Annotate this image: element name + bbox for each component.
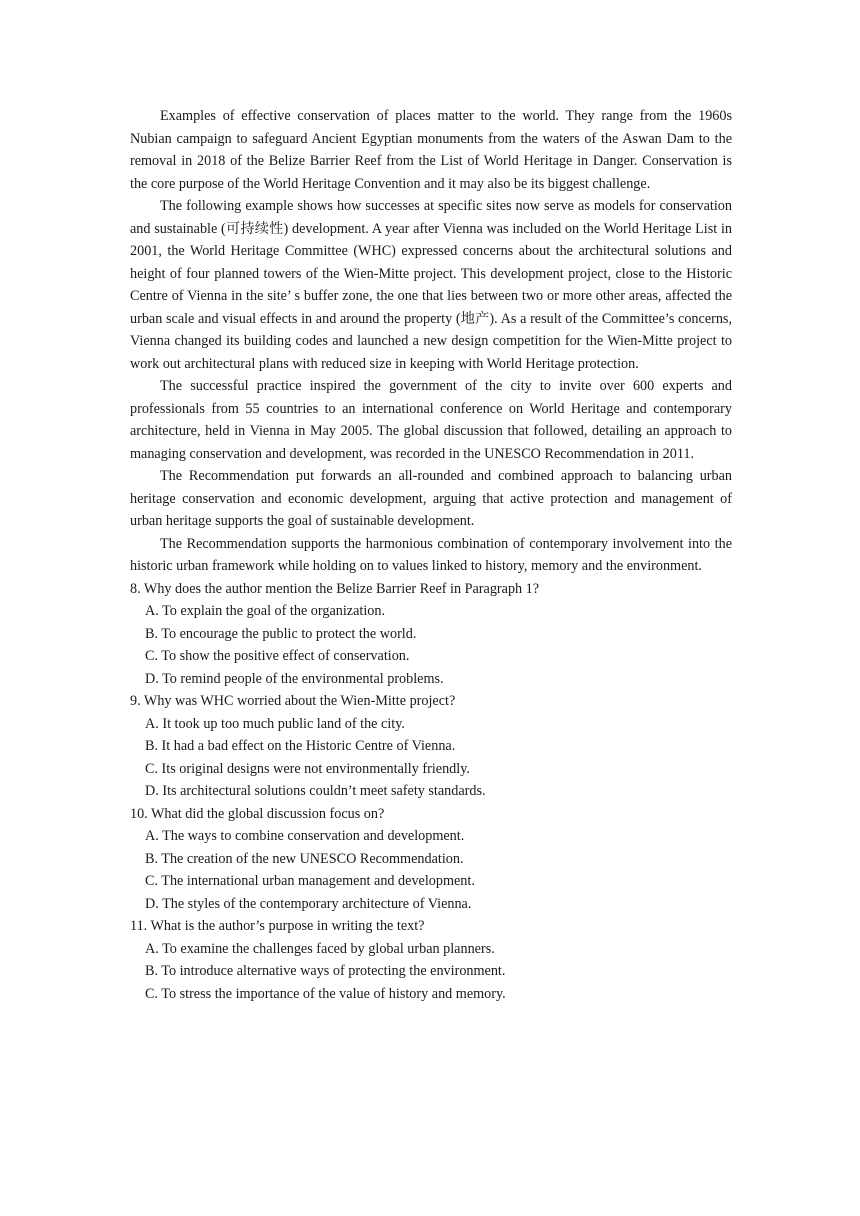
document-page [130,105,732,1005]
answer-option-c: C. To stress the importance of the value of history and memory. [145,985,506,1002]
question-stem: 10. What did the global discussion focus on? [130,805,385,822]
answer-option-a: A. To examine the challenges faced by global urban planners. [145,940,495,957]
answer-option-b: B. The creation of the new UNESCO Recommendation. [145,850,464,867]
question-stem: 9. Why was WHC worried about the Wien-Mitte project? [130,693,456,709]
answer-option-a: A. It took up too much public land of the city. [145,715,405,732]
answer-option-d: D. To remind people of the environmental problems. [145,670,444,687]
question-list [130,578,732,1006]
question-10 [130,803,732,916]
passage-paragraph-1: Examples of effective conservation of places matter to the world. They range from the 1960s Nubian campaign to safeguard Ancient Egyptian monuments from the waters of the Aswan Dam to the removal in 2018 of the Belize Barrier Reef from the List of World Heritage in Danger. Conservation is the core purpose of the World Heritage Convention and it may also be its biggest challenge. [130,108,732,192]
passage-paragraph-5: The Recommendation supports the harmonious combination of contemporary involvement into the historic urban framework while holding on to values linked to history, memory and the environment. [130,535,732,574]
passage-paragraph-4: The Recommendation put forwards an all-rounded and combined approach to balancing urban heritage conservation and economic development, arguing that active protection and management of urban heritage supports the goal of sustainable development. [130,468,732,529]
question-11 [130,915,732,1005]
reading-passage [130,105,732,578]
answer-option-b: B. To encourage the public to protect the world. [145,625,417,642]
answer-option-c: C. Its original designs were not environmentally friendly. [145,760,470,777]
answer-option-a: A. The ways to combine conservation and development. [145,828,465,844]
answer-option-c: C. To show the positive effect of conservation. [145,648,410,664]
question-stem: 8. Why does the author mention the Belize Barrier Reef in Paragraph 1? [130,580,540,597]
answer-option-a: A. To explain the goal of the organization. [145,603,386,619]
question-8 [130,578,732,691]
question-9 [130,690,732,803]
passage-paragraph-3: The successful practice inspired the government of the city to invite over 600 experts and professionals from 55 countries to an international conference on World Heritage and contemporary architecture, held in Vienna in May 2005. The global discussion that followed, detailing an approach to managing conservation and development, was recorded in the UNESCO Recommendation in 2011. [130,378,732,462]
answer-option-c: C. The international urban management and development. [145,873,475,889]
passage-paragraph-2: The following example shows how successes at specific sites now serve as models for conservation and sustainable (可持续性) development. A year after Vienna was included on the World Heritage List in 2001, the World Heritage Committee (WHC) expressed concerns about the architectural solutions and height of four planned towers of the Wien-Mitte project. This development project, close to the Historic Centre of Vienna in the site’ s buffer zone, the one that lies between two or more other areas, affected the urban scale and visual effects in and around the property (地产). As a result of the Committee’s concerns, Vienna changed its building codes and launched a new design competition for the Wien-Mitte project to work out architectural plans with reduced size in keeping with World Heritage protection. [130,198,732,372]
answer-option-b: B. It had a bad effect on the Historic Centre of Vienna. [145,738,456,754]
answer-option-d: D. The styles of the contemporary architecture of Vienna. [145,895,472,912]
answer-option-b: B. To introduce alternative ways of protecting the environment. [145,963,506,979]
answer-option-d: D. Its architectural solutions couldn’t meet safety standards. [145,783,486,799]
question-stem: 11. What is the author’s purpose in writing the text? [130,918,425,934]
